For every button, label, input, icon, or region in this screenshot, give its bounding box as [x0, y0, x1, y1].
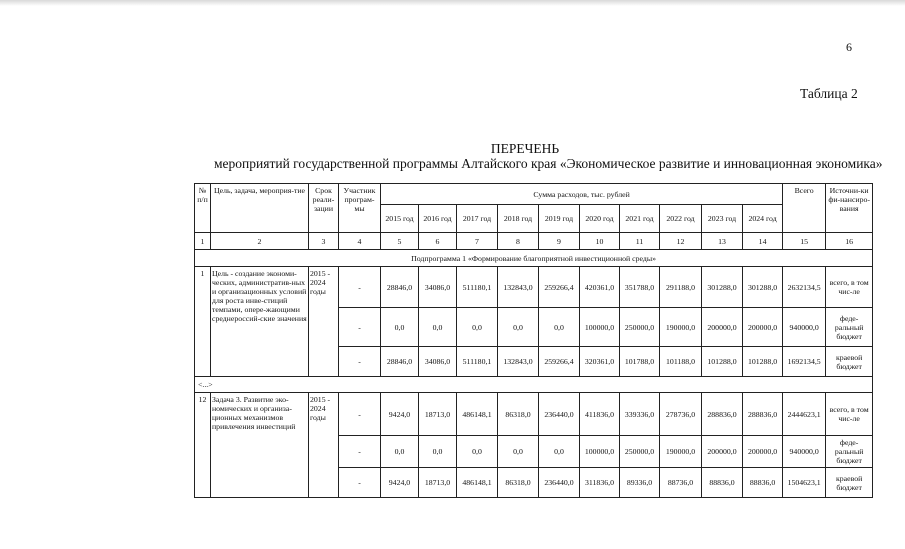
amount-cell: 0,0: [381, 308, 419, 347]
column-index: 3: [309, 233, 339, 250]
column-index: 14: [743, 233, 783, 250]
column-index: 7: [457, 233, 498, 250]
amount-cell: 86318,0: [498, 468, 539, 498]
amount-cell: 301288,0: [743, 267, 783, 308]
amount-cell: 88736,0: [660, 468, 702, 498]
source-cell: краевой бюджет: [826, 468, 873, 498]
header-term: Срок реали-зации: [309, 184, 339, 233]
amount-cell: 0,0: [457, 436, 498, 468]
amount-cell: 0,0: [539, 436, 580, 468]
amount-cell: 0,0: [381, 436, 419, 468]
column-index: 10: [580, 233, 620, 250]
term-text: 2015 - 2024 годы: [309, 393, 339, 498]
document-title: ПЕРЕЧЕНЬ: [490, 141, 560, 156]
source-cell: краевой бюджет: [826, 347, 873, 377]
header-total: Всего: [783, 184, 826, 233]
row-number: 1: [195, 267, 211, 377]
amount-cell: 34086,0: [419, 347, 457, 377]
total-cell: 940000,0: [783, 436, 826, 468]
amount-cell: 88836,0: [743, 468, 783, 498]
amount-cell: 250000,0: [620, 308, 660, 347]
participant-cell: -: [339, 468, 381, 498]
amount-cell: 301288,0: [702, 267, 743, 308]
amount-cell: 200000,0: [743, 308, 783, 347]
amount-cell: 132843,0: [498, 267, 539, 308]
header-goal: Цель, задача, мероприя-тие: [211, 184, 309, 233]
total-cell: 1504623,1: [783, 468, 826, 498]
header-year: 2020 год: [580, 205, 620, 233]
amount-cell: 18713,0: [419, 468, 457, 498]
header-num: № п/п: [195, 184, 211, 233]
amount-cell: 101288,0: [702, 347, 743, 377]
amount-cell: 200000,0: [702, 436, 743, 468]
column-index: 6: [419, 233, 457, 250]
column-index: 12: [660, 233, 702, 250]
amount-cell: 101788,0: [620, 347, 660, 377]
column-index: 4: [339, 233, 381, 250]
amount-cell: 101188,0: [660, 347, 702, 377]
header-year: 2016 год: [419, 205, 457, 233]
amount-cell: 236440,0: [539, 468, 580, 498]
header-sum: Сумма расходов, тыс. рублей: [381, 184, 783, 205]
amount-cell: 200000,0: [743, 436, 783, 468]
amount-cell: 291188,0: [660, 267, 702, 308]
amount-cell: 0,0: [498, 436, 539, 468]
amount-cell: 486148,1: [457, 468, 498, 498]
header-year: 2019 год: [539, 205, 580, 233]
amount-cell: 411836,0: [580, 393, 620, 436]
amount-cell: 86318,0: [498, 393, 539, 436]
amount-cell: 28846,0: [381, 267, 419, 308]
subprogram-row: Подпрограмма 1 «Формирование благоприятной инвестиционной среды»: [195, 250, 873, 267]
amount-cell: 351788,0: [620, 267, 660, 308]
amount-cell: 28846,0: [381, 347, 419, 377]
header-year: 2024 год: [743, 205, 783, 233]
amount-cell: 9424,0: [381, 468, 419, 498]
total-cell: 940000,0: [783, 308, 826, 347]
header-year: 2015 год: [381, 205, 419, 233]
amount-cell: 320361,0: [580, 347, 620, 377]
term-text: 2015 - 2024 годы: [309, 267, 339, 377]
amount-cell: 259266,4: [539, 347, 580, 377]
page-number: 6: [846, 40, 852, 54]
column-index: 5: [381, 233, 419, 250]
column-index: 11: [620, 233, 660, 250]
table-row: [195, 267, 873, 308]
total-cell: 2444623,1: [783, 393, 826, 436]
header-year: 2017 год: [457, 205, 498, 233]
source-cell: всего, в том чис-ле: [826, 393, 873, 436]
amount-cell: 278736,0: [660, 393, 702, 436]
amount-cell: 0,0: [539, 308, 580, 347]
amount-cell: 100000,0: [580, 436, 620, 468]
table-row: [195, 393, 873, 436]
participant-cell: -: [339, 267, 381, 308]
amount-cell: 236440,0: [539, 393, 580, 436]
source-cell: всего, в том чис-ле: [826, 267, 873, 308]
column-index: 16: [826, 233, 873, 250]
amount-cell: 339336,0: [620, 393, 660, 436]
header-participant: Участник програм-мы: [339, 184, 381, 233]
total-cell: 2632134,5: [783, 267, 826, 308]
amount-cell: 200000,0: [702, 308, 743, 347]
source-cell: феде-ральный бюджет: [826, 436, 873, 468]
amount-cell: 420361,0: [580, 267, 620, 308]
document-subtitle: мероприятий государственной программы Алтайского края «Экономическое развитие и инновационная экономика»: [214, 156, 883, 171]
activities-table: [194, 183, 873, 498]
participant-cell: -: [339, 347, 381, 377]
amount-cell: 89336,0: [620, 468, 660, 498]
table-label: Таблица 2: [800, 86, 858, 101]
row-number: 12: [195, 393, 211, 498]
amount-cell: 9424,0: [381, 393, 419, 436]
participant-cell: -: [339, 436, 381, 468]
amount-cell: 250000,0: [620, 436, 660, 468]
total-cell: 1692134,5: [783, 347, 826, 377]
participant-cell: -: [339, 308, 381, 347]
amount-cell: 101288,0: [743, 347, 783, 377]
column-index: 2: [211, 233, 309, 250]
amount-cell: 190000,0: [660, 308, 702, 347]
amount-cell: 0,0: [419, 308, 457, 347]
amount-cell: 132843,0: [498, 347, 539, 377]
column-index: 8: [498, 233, 539, 250]
header-year: 2021 год: [620, 205, 660, 233]
amount-cell: 34086,0: [419, 267, 457, 308]
amount-cell: 288836,0: [743, 393, 783, 436]
column-index: 1: [195, 233, 211, 250]
amount-cell: 0,0: [419, 436, 457, 468]
goal-text: Задача 3. Развитие эко-номических и организа-ционных механизмов привлечения инвестиций: [211, 393, 309, 498]
amount-cell: 311836,0: [580, 468, 620, 498]
amount-cell: 511180,1: [457, 347, 498, 377]
participant-cell: -: [339, 393, 381, 436]
amount-cell: 486148,1: [457, 393, 498, 436]
amount-cell: 259266,4: [539, 267, 580, 308]
amount-cell: 190000,0: [660, 436, 702, 468]
amount-cell: 100000,0: [580, 308, 620, 347]
amount-cell: 18713,0: [419, 393, 457, 436]
gap-marker: <...>: [195, 377, 873, 393]
amount-cell: 88836,0: [702, 468, 743, 498]
scan-edge: [0, 0, 905, 6]
column-index: 9: [539, 233, 580, 250]
header-year: 2018 год: [498, 205, 539, 233]
amount-cell: 288836,0: [702, 393, 743, 436]
amount-cell: 0,0: [498, 308, 539, 347]
column-index: 15: [783, 233, 826, 250]
source-cell: феде-ральный бюджет: [826, 308, 873, 347]
goal-text: Цель - создание экономи-ческих, административ-ных и организационных условий для роста инве-стиций темпами, опере-жающими среднероссий-ские значения: [211, 267, 309, 377]
header-source: Источни-ки фи-нансиро-вания: [826, 184, 873, 233]
amount-cell: 511180,1: [457, 267, 498, 308]
amount-cell: 0,0: [457, 308, 498, 347]
column-index: 13: [702, 233, 743, 250]
header-year: 2023 год: [702, 205, 743, 233]
header-year: 2022 год: [660, 205, 702, 233]
